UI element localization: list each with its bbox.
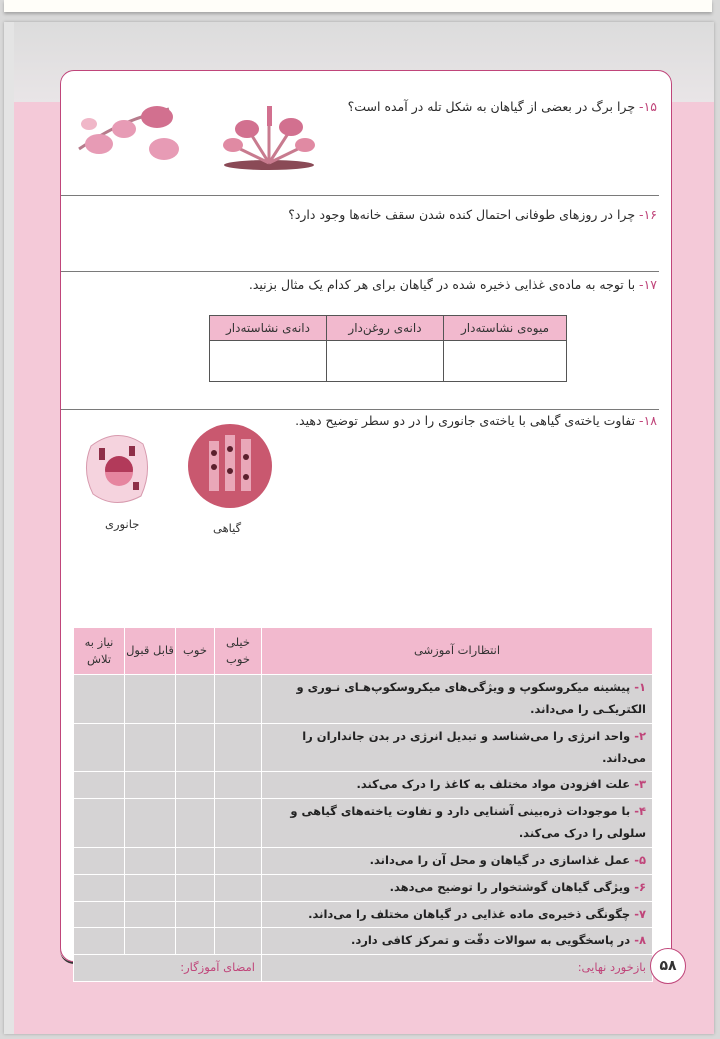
rating-acceptable[interactable] <box>125 874 176 901</box>
summary-row <box>74 955 653 982</box>
plant-cell-label: گیاهی <box>213 521 242 535</box>
question-number: ۱۵- <box>639 99 657 114</box>
rating-very-good[interactable] <box>215 874 262 901</box>
rating-needs-effort[interactable] <box>74 928 125 955</box>
rating-very-good[interactable] <box>215 799 262 848</box>
plant-cell-illustration <box>187 423 273 509</box>
header-oily-seed: دانه‌ی روغن‌دار <box>327 316 444 341</box>
row-number: ۷- <box>634 906 646 921</box>
answer-cell-starchy-fruit[interactable] <box>444 341 567 382</box>
objective-text: پیشینه میکروسکوپ و ویژگی‌های میکروسکوپ‌هـای نـوری و الکتریکـی را می‌داند. <box>296 680 646 716</box>
rating-needs-effort[interactable] <box>74 799 125 848</box>
rating-acceptable[interactable] <box>125 772 176 799</box>
header-needs-effort: نیاز به تلاش <box>74 628 125 675</box>
teacher-signature-label[interactable]: امضای آموزگار: <box>74 955 262 982</box>
row-number: ۳- <box>634 777 646 792</box>
venus-flytrap-plant-illustration <box>219 101 319 171</box>
rating-good[interactable] <box>176 874 215 901</box>
row-number: ۲- <box>634 728 646 743</box>
rating-very-good[interactable] <box>215 723 262 772</box>
rating-acceptable[interactable] <box>125 723 176 772</box>
question-text: با توجه به ماده‌ی غذایی ذخیره شده در گیاهان برای هر کدام یک مثال بزنید. <box>248 277 636 292</box>
question-number: ۱۸- <box>639 413 657 428</box>
header-very-good: خیلی خوب <box>215 628 262 675</box>
rating-acceptable[interactable] <box>125 928 176 955</box>
header-starchy-fruit: میوه‌ی نشاسته‌دار <box>444 316 567 341</box>
row-number: ۴- <box>634 804 646 819</box>
rating-needs-effort[interactable] <box>74 675 125 724</box>
rating-acceptable[interactable] <box>125 799 176 848</box>
header-good: خوب <box>176 628 215 675</box>
row-number: ۵- <box>634 852 646 867</box>
rating-very-good[interactable] <box>215 847 262 874</box>
objective-row <box>74 901 653 928</box>
question-15 <box>348 99 657 114</box>
row-number: ۶- <box>634 879 646 894</box>
row-number: ۸- <box>634 933 646 948</box>
objective-row <box>74 675 653 724</box>
objective-text: در پاسخگویی به سوالات دقّت و تمرکز کافی دارد. <box>350 933 631 948</box>
objective-row <box>74 874 653 901</box>
question-16 <box>288 207 657 222</box>
rating-good[interactable] <box>176 847 215 874</box>
header-objectives: انتظارات آموزشی <box>262 628 653 675</box>
question-text: تفاوت یاخته‌ی گیاهی با یاخته‌ی جانوری را در دو سطر توضیح دهید. <box>295 413 636 428</box>
rating-good[interactable] <box>176 675 215 724</box>
learning-objectives-table <box>73 627 653 982</box>
objective-row <box>74 723 653 772</box>
page-side-band <box>4 22 14 1034</box>
animal-cell-illustration <box>81 426 153 508</box>
storage-example-table <box>209 315 567 382</box>
header-acceptable: قابل قبول <box>125 628 176 675</box>
rating-very-good[interactable] <box>215 901 262 928</box>
objective-row <box>74 928 653 955</box>
rating-acceptable[interactable] <box>125 847 176 874</box>
divider <box>61 195 659 196</box>
rating-needs-effort[interactable] <box>74 901 125 928</box>
rating-needs-effort[interactable] <box>74 772 125 799</box>
worksheet-page <box>4 22 714 1034</box>
rating-good[interactable] <box>176 799 215 848</box>
rating-needs-effort[interactable] <box>74 874 125 901</box>
objective-text: علت افزودن مواد مختلف به کاغذ را درک می‌کند. <box>356 777 631 792</box>
previous-page-edge <box>4 0 712 12</box>
animal-cell-label: جانوری <box>105 517 140 531</box>
objective-text: ویژگی گیاهان گوشتخوار را توضیح می‌دهد. <box>389 879 631 894</box>
objective-row <box>74 799 653 848</box>
rating-needs-effort[interactable] <box>74 847 125 874</box>
header-starchy-seed: دانه‌ی نشاسته‌دار <box>210 316 327 341</box>
rating-needs-effort[interactable] <box>74 723 125 772</box>
answer-cell-oily-seed[interactable] <box>327 341 444 382</box>
rating-acceptable[interactable] <box>125 901 176 928</box>
rating-good[interactable] <box>176 901 215 928</box>
rating-very-good[interactable] <box>215 675 262 724</box>
rating-good[interactable] <box>176 928 215 955</box>
objective-row <box>74 847 653 874</box>
question-text: چرا برگ در بعضی از گیاهان به شکل تله در آمده است؟ <box>347 99 636 114</box>
rating-good[interactable] <box>176 723 215 772</box>
rating-acceptable[interactable] <box>125 675 176 724</box>
objective-text: چگونگی ذخیره‌ی ماده غذایی در گیاهان مختلف را می‌داند. <box>308 906 631 921</box>
page-number: ۵۸ <box>650 948 686 984</box>
objective-row <box>74 772 653 799</box>
rating-good[interactable] <box>176 772 215 799</box>
rating-very-good[interactable] <box>215 772 262 799</box>
objective-text: واحد انرژی را می‌شناسد و تبدیل انرژی در بدن جانداران را می‌داند. <box>302 728 646 765</box>
rating-very-good[interactable] <box>215 928 262 955</box>
question-number: ۱۶- <box>639 207 657 222</box>
answer-cell-starchy-seed[interactable] <box>210 341 327 382</box>
objective-text: با موجودات ذره‌بینی آشنایی دارد و تفاوت یاخته‌های گیاهی و سلولی را درک می‌کند. <box>290 804 646 841</box>
row-number: ۱- <box>634 680 646 694</box>
objective-text: عمل غذاسازی در گیاهان و محل آن را می‌داند. <box>369 852 631 867</box>
divider <box>61 271 659 272</box>
question-17 <box>249 277 657 292</box>
final-feedback-label[interactable]: بازخورد نهایی: <box>262 955 653 982</box>
question-number: ۱۷- <box>639 277 657 292</box>
venus-flytrap-branch-illustration <box>69 89 189 169</box>
question-text: چرا در روزهای طوفانی احتمال کنده شدن سقف خانه‌ها وجود دارد؟ <box>288 207 636 222</box>
divider <box>61 409 659 410</box>
question-18 <box>295 413 657 428</box>
